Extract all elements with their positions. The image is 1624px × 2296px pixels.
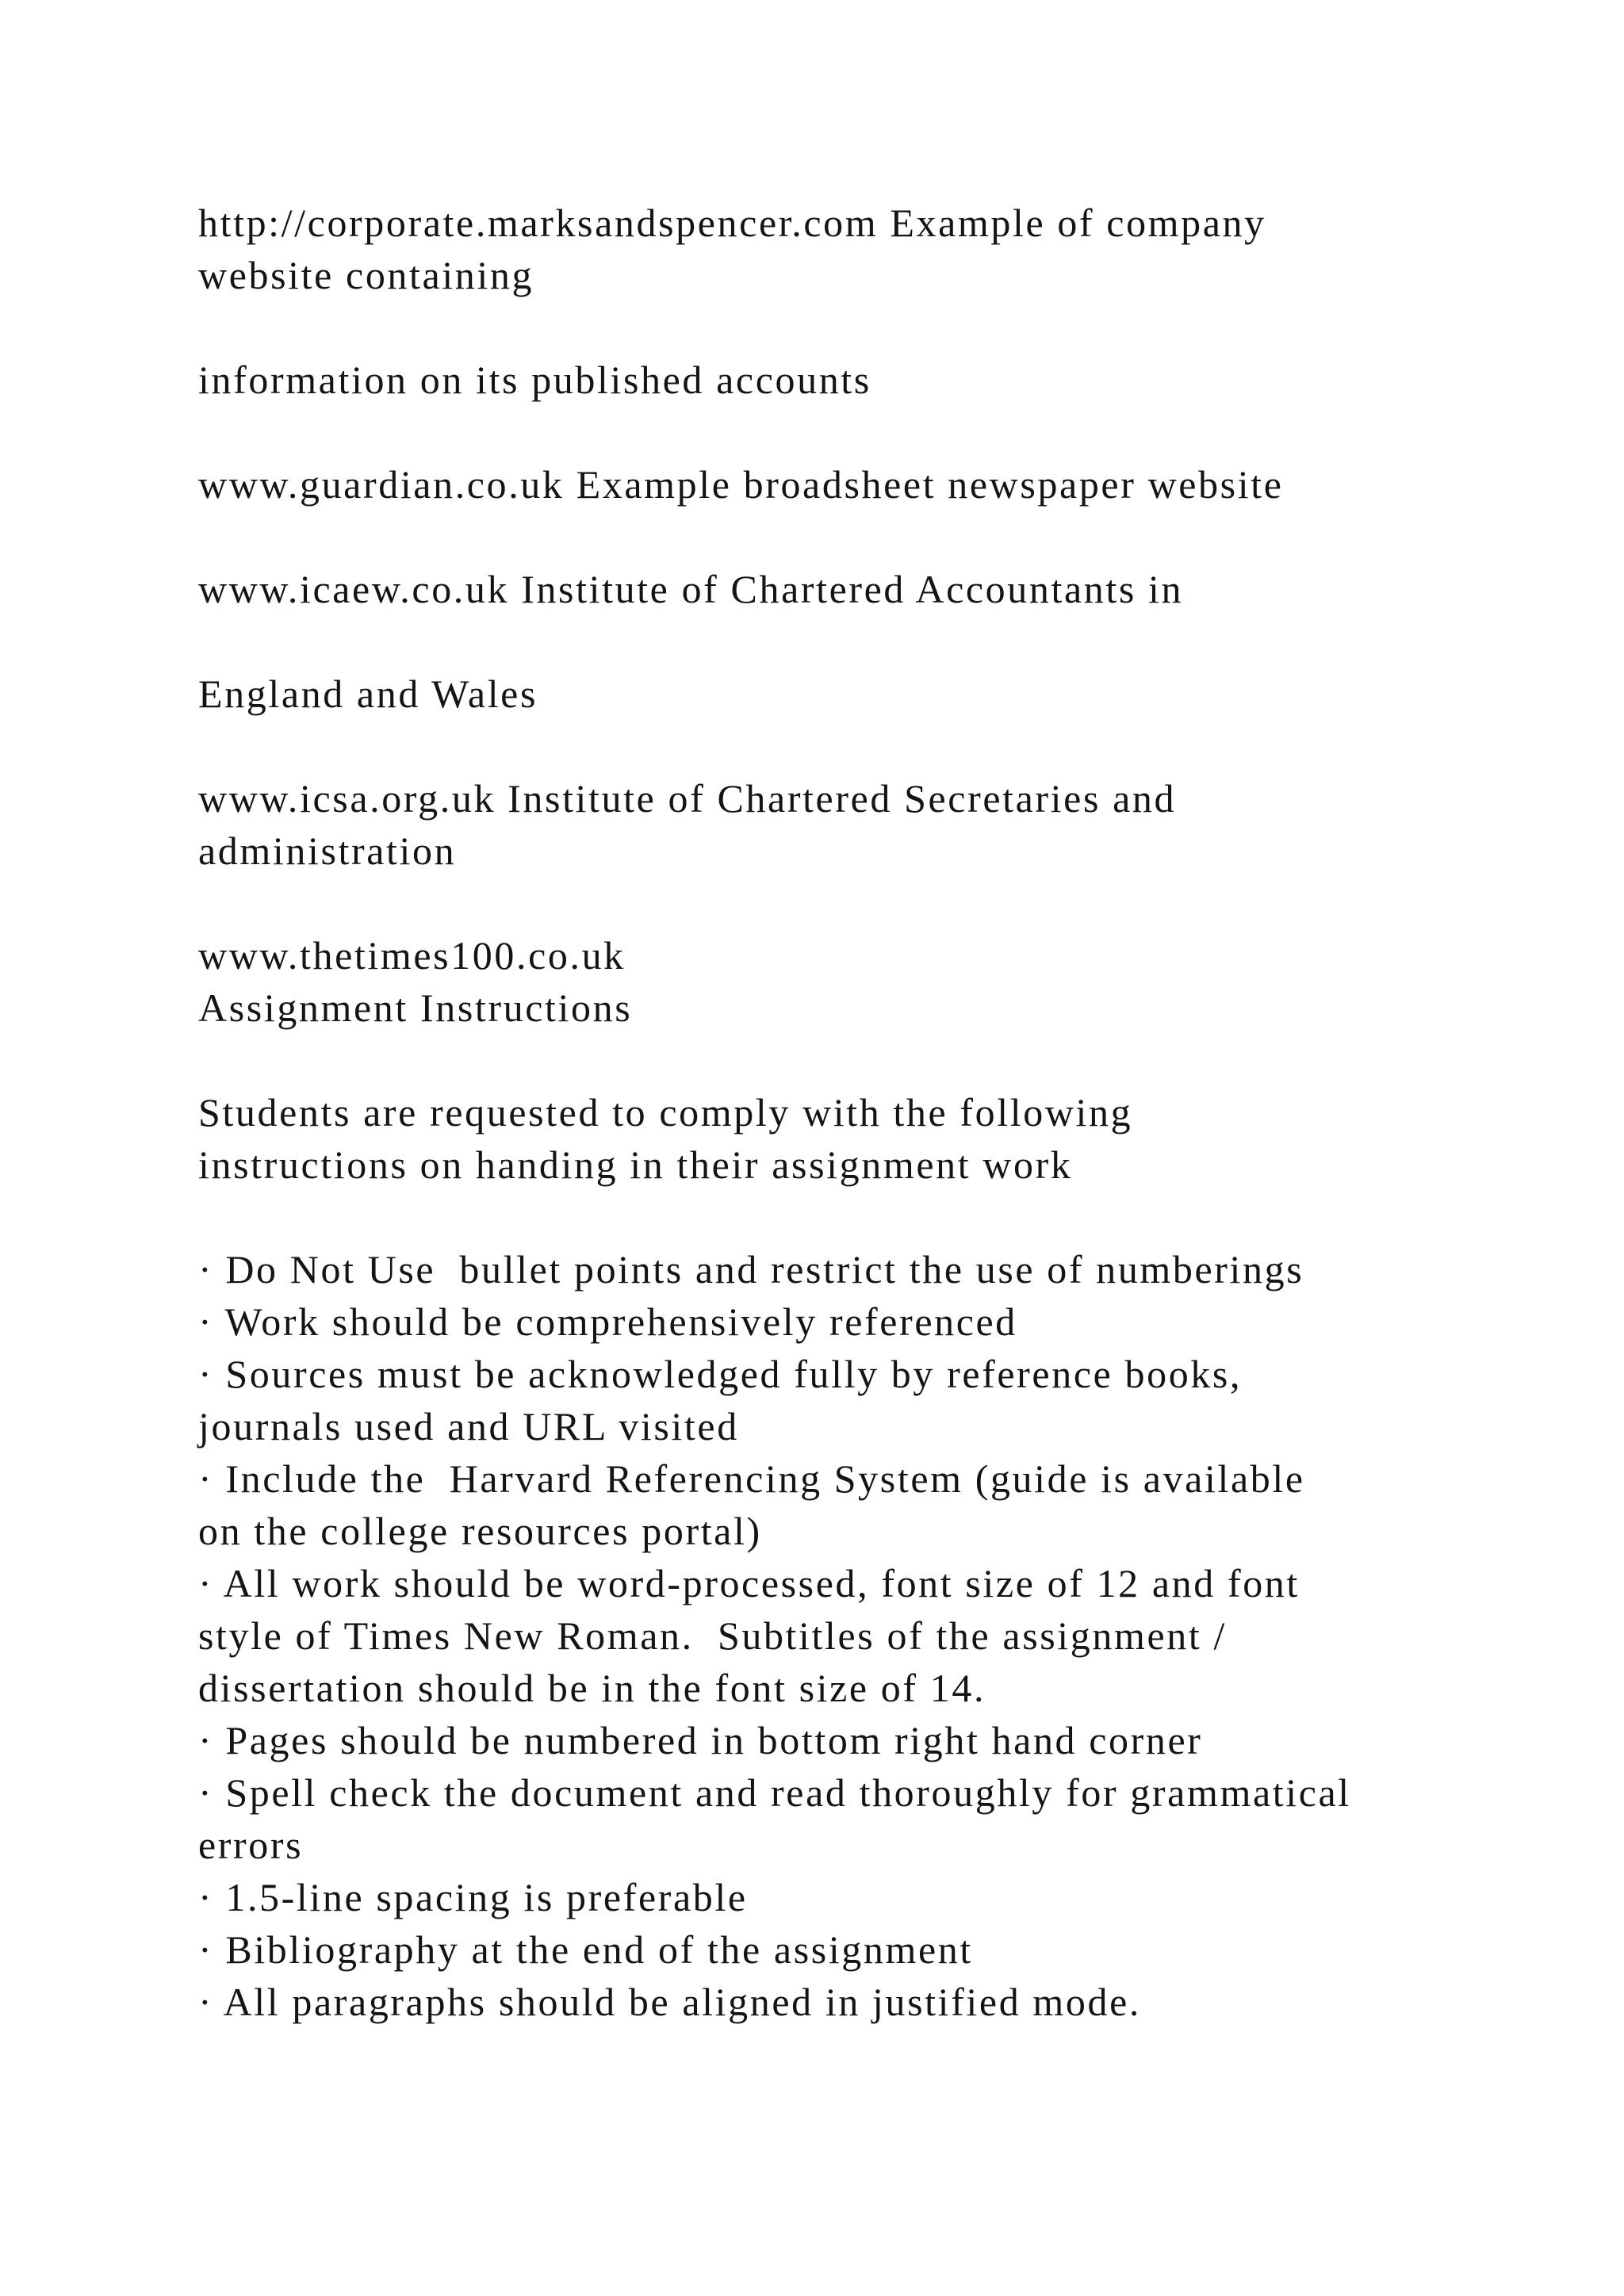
blank-line: [198, 511, 1499, 563]
text-line: administration: [198, 828, 457, 873]
text-line: England and Wales: [198, 672, 538, 716]
list-item-continuation: on the college resources portal): [198, 1509, 762, 1553]
blank-line: [198, 1034, 1499, 1086]
text-line: website containing: [198, 253, 534, 297]
blank-line: [198, 406, 1499, 458]
text-line: www.icsa.org.uk Institute of Chartered Secretaries and: [198, 776, 1177, 821]
list-item: · Pages should be numbered in bottom right hand corner: [198, 1718, 1203, 1762]
blank-line: [198, 877, 1499, 929]
document-body: [198, 197, 1499, 2028]
blank-line: [198, 1191, 1499, 1243]
list-item-continuation: dissertation should be in the font size of 14.: [198, 1666, 986, 1710]
text-line: Students are requested to comply with the following: [198, 1090, 1133, 1135]
text-line: www.guardian.co.uk Example broadsheet newspaper website: [198, 462, 1284, 507]
list-item: · Spell check the document and read thoroughly for grammatical: [198, 1770, 1351, 1815]
list-item: · 1.5-line spacing is preferable: [198, 1875, 748, 1919]
list-item-continuation: journals used and URL visited: [198, 1404, 739, 1448]
blank-line: [198, 615, 1499, 668]
text-line: instructions on handing in their assignment work: [198, 1142, 1073, 1187]
list-item: · Sources must be acknowledged fully by reference books,: [198, 1352, 1243, 1396]
blank-line: [198, 720, 1499, 772]
list-item: · All work should be word-processed, font size of 12 and font: [198, 1561, 1300, 1605]
list-item-continuation: style of Times New Roman. Subtitles of the assignment /: [198, 1613, 1227, 1658]
blank-line: [198, 301, 1499, 354]
text-line: www.icaew.co.uk Institute of Chartered Accountants in: [198, 567, 1184, 611]
list-item: · Do Not Use bullet points and restrict the use of numberings: [198, 1247, 1304, 1292]
list-item: · All paragraphs should be aligned in justified mode.: [198, 1980, 1141, 2024]
list-item: · Include the Harvard Referencing System (guide is available: [198, 1456, 1305, 1501]
text-line: www.thetimes100.co.uk: [198, 933, 626, 978]
list-item: · Bibliography at the end of the assignment: [198, 1927, 973, 1972]
section-heading: Assignment Instructions: [198, 985, 633, 1030]
text-line: information on its published accounts: [198, 358, 871, 402]
list-item: · Work should be comprehensively referenced: [198, 1299, 1017, 1344]
text-line: http://corporate.marksandspencer.com Example of company: [198, 201, 1266, 245]
list-item-continuation: errors: [198, 1823, 304, 1867]
